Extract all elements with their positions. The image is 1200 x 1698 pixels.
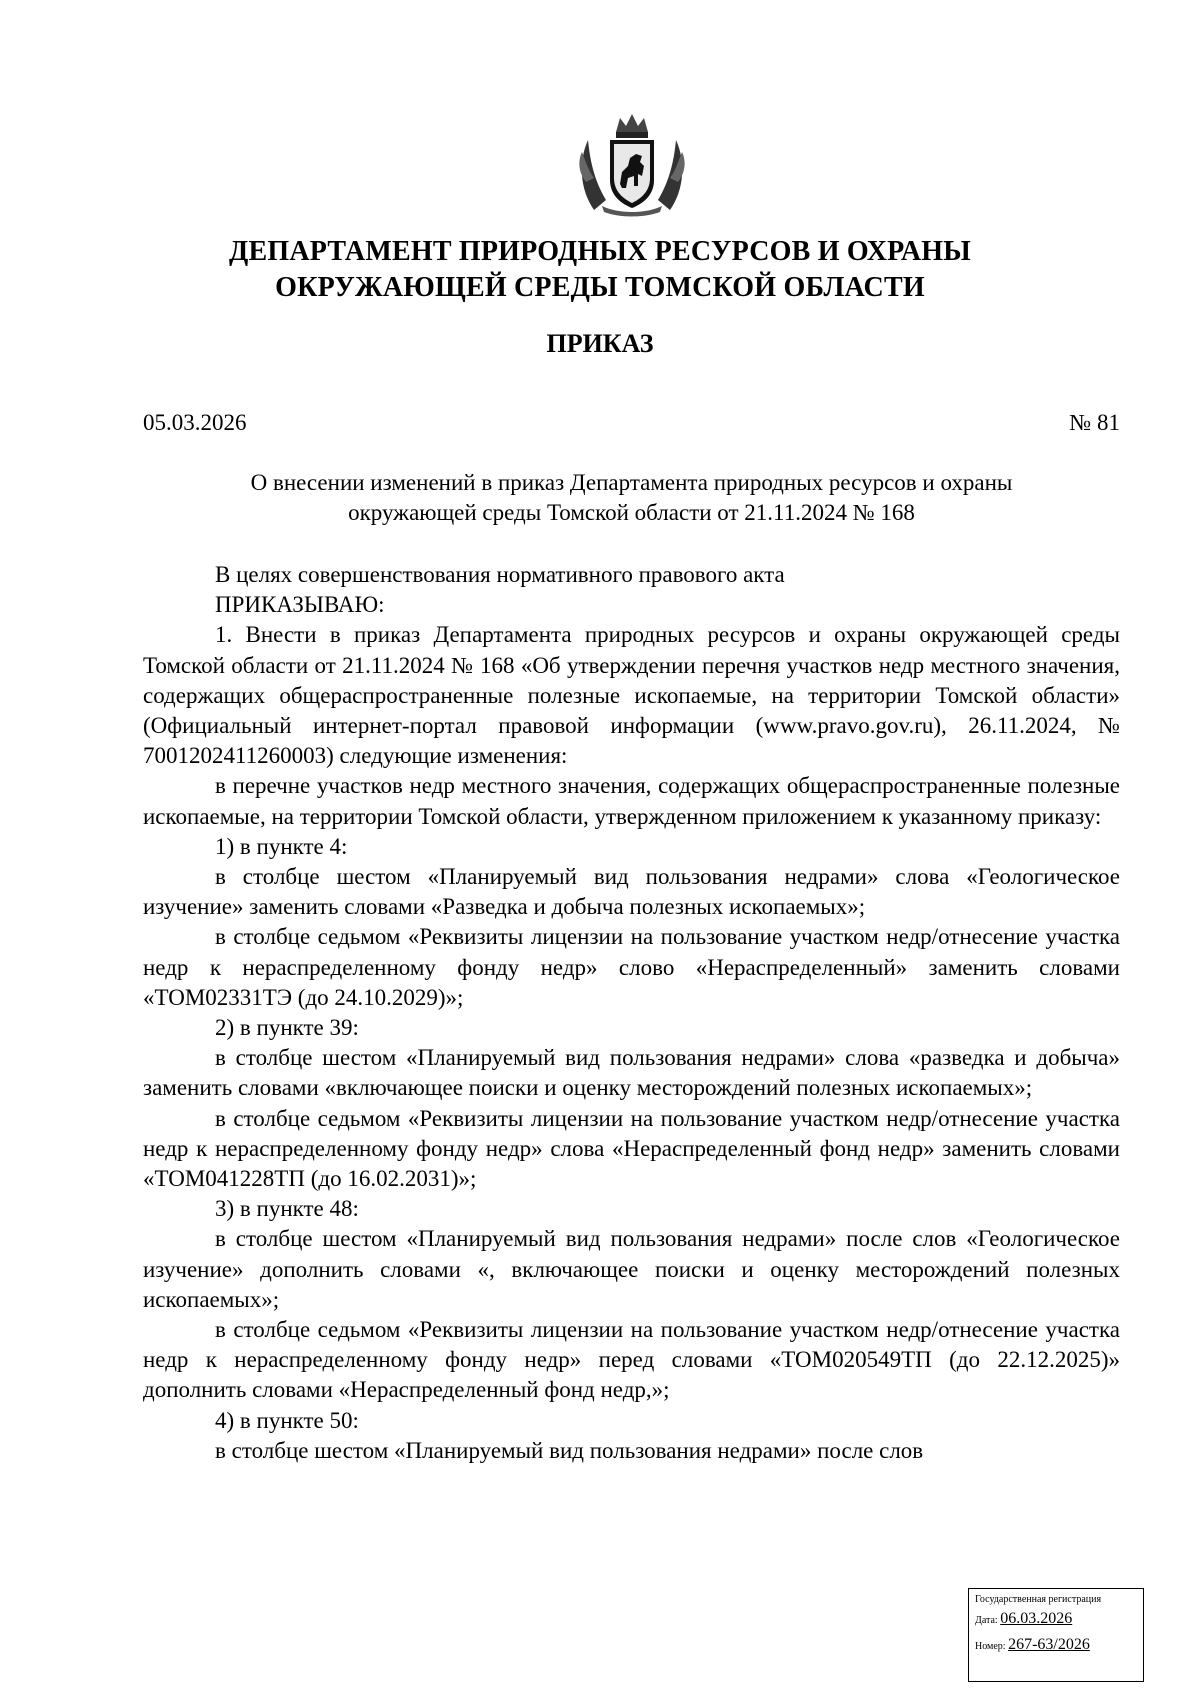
date-number-row	[143, 408, 1120, 438]
body-paragraph: в столбце шестом «Планируемый вид пользования недрами» слова «разведка и добыча» заменить словами «включающее поиски и оценку месторождений полезных ископаемых»;	[143, 1045, 1120, 1101]
order-subject	[143, 468, 1120, 528]
registration-number-value: 267-63/2026	[1008, 1636, 1090, 1653]
department-title-line2: ОКРУЖАЮЩЕЙ СРЕДЫ ТОМСКОЙ ОБЛАСТИ	[275, 272, 925, 303]
registration-number-label: Номер:	[975, 1641, 1006, 1652]
registration-stamp	[968, 1588, 1144, 1682]
body-paragraph: в столбце шестом «Планируемый вид пользования недрами» после слов	[215, 1437, 924, 1463]
registration-stamp-title: Государственная регистрация	[975, 1594, 1102, 1605]
order-subject-line2: окружающей среды Томской области от 21.11.2024 № 168	[348, 500, 915, 525]
body-paragraph: 4) в пункте 50:	[215, 1407, 359, 1433]
tomsk-oblast-coat-of-arms-icon	[572, 110, 692, 218]
body-paragraph: в перечне участков недр местного значения, содержащих общераспространенные полезные ископаемые, на территории Томской области, утвержденном приложением к указанному приказу:	[143, 773, 1120, 829]
department-title-line1: ДЕПАРТАМЕНТ ПРИРОДНЫХ РЕСУРСОВ И ОХРАНЫ	[229, 236, 971, 267]
body-paragraph: в столбце седьмом «Реквизиты лицензии на пользование участком недр/отнесение участка недр к нераспределенному фонду недр» слово «Нераспределенный» заменить словами «ТОМ02331ТЭ (до 24.10.2029)»;	[143, 924, 1120, 1010]
order-date: 05.03.2026	[143, 410, 247, 435]
order-subject-line1: О внесении изменений в приказ Департамента природных ресурсов и охраны	[250, 470, 1013, 495]
body-paragraph: в столбце шестом «Планируемый вид пользования недрами» после слов «Геологическое изучение» дополнить словами «, включающее поиски и оценку месторождений полезных ископаемых»;	[143, 1226, 1120, 1312]
body-paragraph: в столбце шестом «Планируемый вид пользования недрами» слова «Геологическое изучение» заменить словами «Разведка и добыча полезных ископаемых»;	[143, 864, 1120, 920]
registration-date-value: 06.03.2026	[1000, 1610, 1073, 1627]
registration-number-line	[975, 1633, 1137, 1659]
body-paragraph: ПРИКАЗЫВАЮ:	[215, 592, 385, 618]
order-number: № 81	[1069, 410, 1120, 435]
body-paragraph: в столбце седьмом «Реквизиты лицензии на пользование участком недр/отнесение участка недр к нераспределенному фонду недр» слова «Нераспределенный фонд недр» заменить словами «ТОМ041228ТП (до 16.02.2031)»;	[143, 1105, 1120, 1192]
order-body	[143, 560, 1120, 1466]
registration-date-line	[975, 1607, 1137, 1633]
body-paragraph: 1) в пункте 4:	[215, 833, 348, 859]
body-paragraph: 3) в пункте 48:	[215, 1196, 359, 1222]
department-title	[0, 234, 1200, 306]
body-paragraph: 2) в пункте 39:	[215, 1015, 359, 1041]
body-paragraph: в столбце седьмом «Реквизиты лицензии на пользование участком недр/отнесение участка недр к нераспределенному фонду недр» перед словами «ТОМ020549ТП (до 22.12.2025)» дополнить словами «Нераспределенный фонд недр,»;	[143, 1317, 1120, 1403]
body-paragraph: 1. Внести в приказ Департамента природных ресурсов и охраны окружающей среды Томской области от 21.11.2024 № 168 «Об утверждении перечня участков недр местного значения, содержащих общераспространенные полезные ископаемые, на территории Томской области» (Официальный интернет-портал правовой информации (www.pravo.gov.ru), 26.11.2024, № 7001202411260003) следующие изменения:	[143, 622, 1120, 769]
document-type-heading: ПРИКАЗ	[546, 329, 654, 358]
body-paragraph: В целях совершенствования нормативного правового акта	[215, 562, 785, 587]
registration-date-label: Дата:	[975, 1615, 998, 1626]
